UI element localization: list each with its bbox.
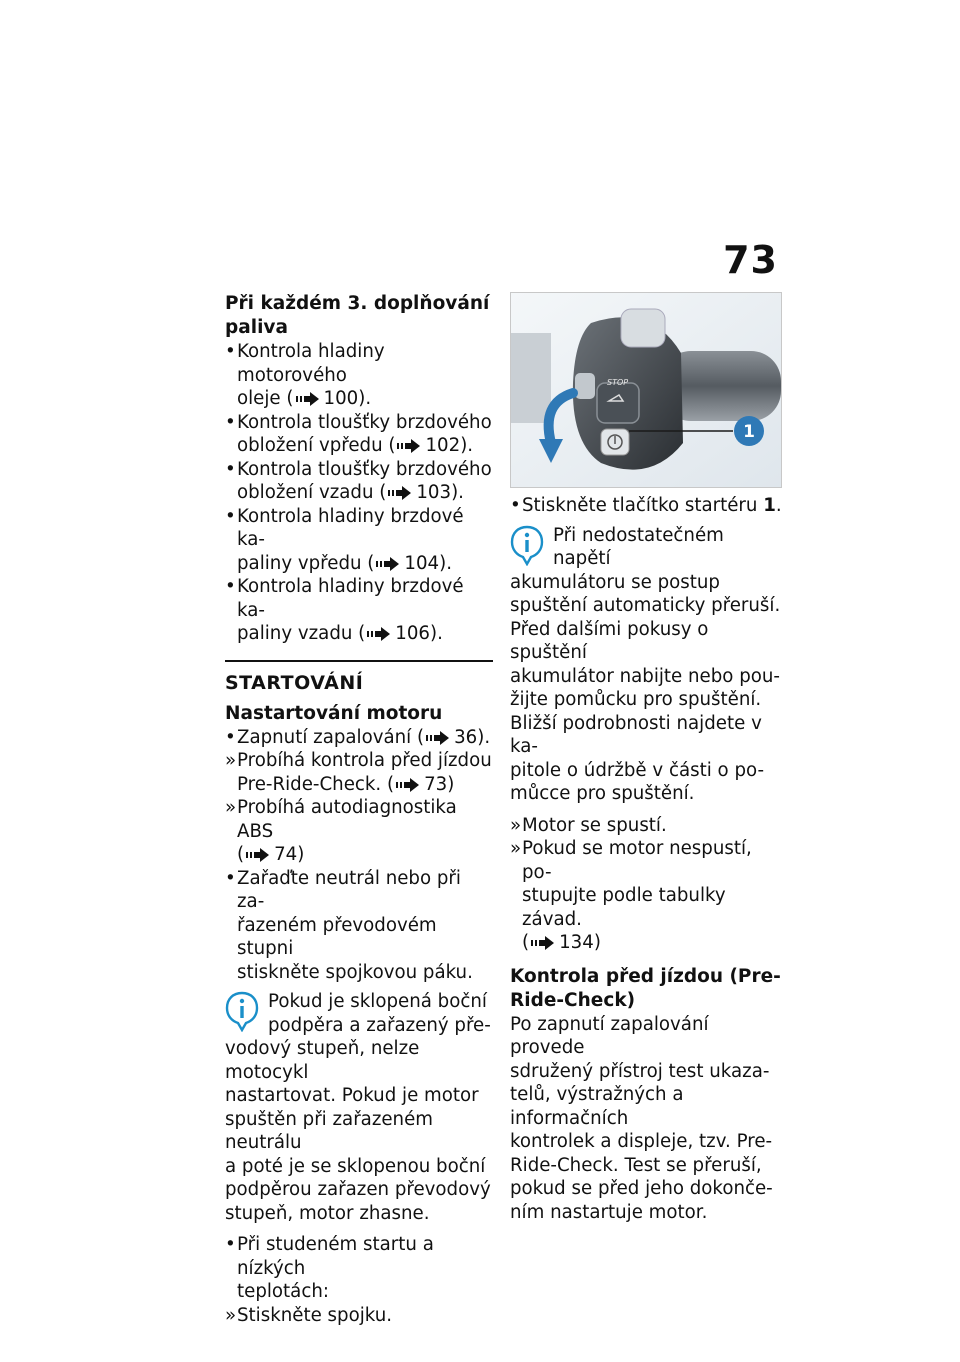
text-line: podpěrou zařazen převodový	[225, 1179, 491, 1200]
page-number: 73	[723, 238, 778, 282]
checklist-item: • Kontrola hladiny brzdové ka- paliny vpředu ( 104).	[225, 505, 464, 574]
section-divider	[225, 660, 493, 662]
text-line: vodový stupeň, nelze motocykl	[225, 1038, 420, 1083]
text-line: telů, výstražných a informačních	[510, 1084, 684, 1129]
refuel-checklist	[225, 340, 493, 646]
svg-text:STOP: STOP	[607, 378, 629, 387]
info-icon	[509, 524, 545, 566]
text-line: Před dalšími pokusy o spuštění	[510, 618, 709, 663]
text-line: Při nedostatečném napětí	[553, 524, 724, 569]
subsection-title-start-engine: Nastartování motoru	[225, 702, 443, 724]
page-reference-arrow-icon[interactable]	[397, 439, 421, 453]
subsection-title-pre-ride-check: Kontrola před jízdou (Pre- Ride-Check)	[510, 965, 781, 1011]
text-line: kontrolek a displeje, tzv. Pre-	[510, 1131, 773, 1152]
text-line: spuštění automaticky přeruší.	[510, 595, 781, 616]
section-title-refuel: Při každém 3. doplňování paliva	[225, 293, 490, 338]
checklist-item: • Kontrola tloušťky brzdového obložení vpředu ( 102).	[225, 411, 492, 456]
text-line: Bližší podrobnosti najdete v ka-	[510, 712, 762, 757]
text-line: podpěra a zařazený pře-	[268, 1014, 491, 1036]
text-line: pitole o údržbě v části o po-	[510, 759, 765, 781]
step-cold-start: • Při studeném startu a nízkých teplotách:	[225, 1234, 434, 1302]
right-column	[510, 292, 782, 1224]
page-reference-arrow-icon[interactable]	[367, 627, 391, 641]
result-engine-not-starting: » Pokud se motor nespustí, po- stupujte podle tabulky závad. ( 134)	[510, 838, 752, 953]
text-line: ním nastartuje motor.	[510, 1201, 708, 1223]
text-line: nastartovat. Pokud je motor	[225, 1085, 479, 1106]
checklist-item: • Kontrola hladiny motorového oleje ( 100).	[225, 341, 385, 409]
text-line: žijte pomůcku pro spuštění.	[510, 689, 762, 710]
text-line: pokud se před jeho dokonče-	[510, 1178, 773, 1199]
text-line: spuštěn při zařazeném neutrálu	[225, 1108, 433, 1153]
result-abs-selfdiagnosis: » Probíhá autodiagnostika ABS ( 74)	[225, 797, 457, 865]
text-line: sdružený přístroj test ukaza-	[510, 1060, 770, 1082]
page-reference-arrow-icon[interactable]	[426, 731, 450, 745]
page-reference-arrow-icon[interactable]	[396, 778, 420, 792]
text-line: a poté je se sklopenou boční	[225, 1155, 486, 1177]
text-line: Pokud je sklopená boční	[268, 991, 487, 1012]
pre-ride-check-paragraph	[510, 1013, 782, 1225]
info-icon	[224, 990, 260, 1032]
step-pull-clutch: » Stiskněte spojku.	[225, 1304, 393, 1326]
info-note-battery	[510, 524, 782, 806]
callout-number: 1	[743, 422, 755, 442]
page-reference-arrow-icon[interactable]	[296, 392, 320, 406]
checklist-item: • Kontrola hladiny brzdové ka- paliny vzadu ( 106).	[225, 576, 464, 644]
text-line: akumulátoru se postup	[510, 571, 720, 593]
page-reference-arrow-icon[interactable]	[531, 936, 555, 950]
page-reference-arrow-icon[interactable]	[388, 486, 412, 500]
page-reference-arrow-icon[interactable]	[376, 557, 400, 571]
result-engine-starts: » Motor se spustí.	[510, 814, 667, 836]
checklist-item: • Kontrola tloušťky brzdového obložení vzadu ( 103).	[225, 458, 492, 503]
section-title-starting: STARTOVÁNÍ	[225, 671, 364, 694]
step-press-starter: • Stiskněte tlačítko startéru 1.	[510, 495, 782, 516]
step-neutral-or-clutch: • Zařaďte neutrál nebo při za- řazeném převodovém stupni stiskněte spojkovou páku.	[225, 867, 473, 983]
handlebar-switch-figure	[510, 292, 782, 488]
info-note-sidestand	[225, 990, 493, 1225]
result-pre-ride-check: » Probíhá kontrola před jízdou Pre-Ride-Check. ( 73)	[225, 750, 492, 795]
text-line: akumulátor nabijte nebo pou-	[510, 665, 780, 687]
text-line: Po zapnutí zapalování provede	[510, 1013, 709, 1058]
page-reference-arrow-icon[interactable]	[246, 848, 270, 862]
step-ignition-on: • Zapnutí zapalování ( 36).	[225, 726, 491, 748]
text-line: Ride-Check. Test se přeruší,	[510, 1154, 762, 1176]
text-line: stupeň, motor zhasne.	[225, 1202, 430, 1224]
left-column	[225, 292, 493, 1327]
text-line: můcce pro spuštění.	[510, 783, 695, 804]
